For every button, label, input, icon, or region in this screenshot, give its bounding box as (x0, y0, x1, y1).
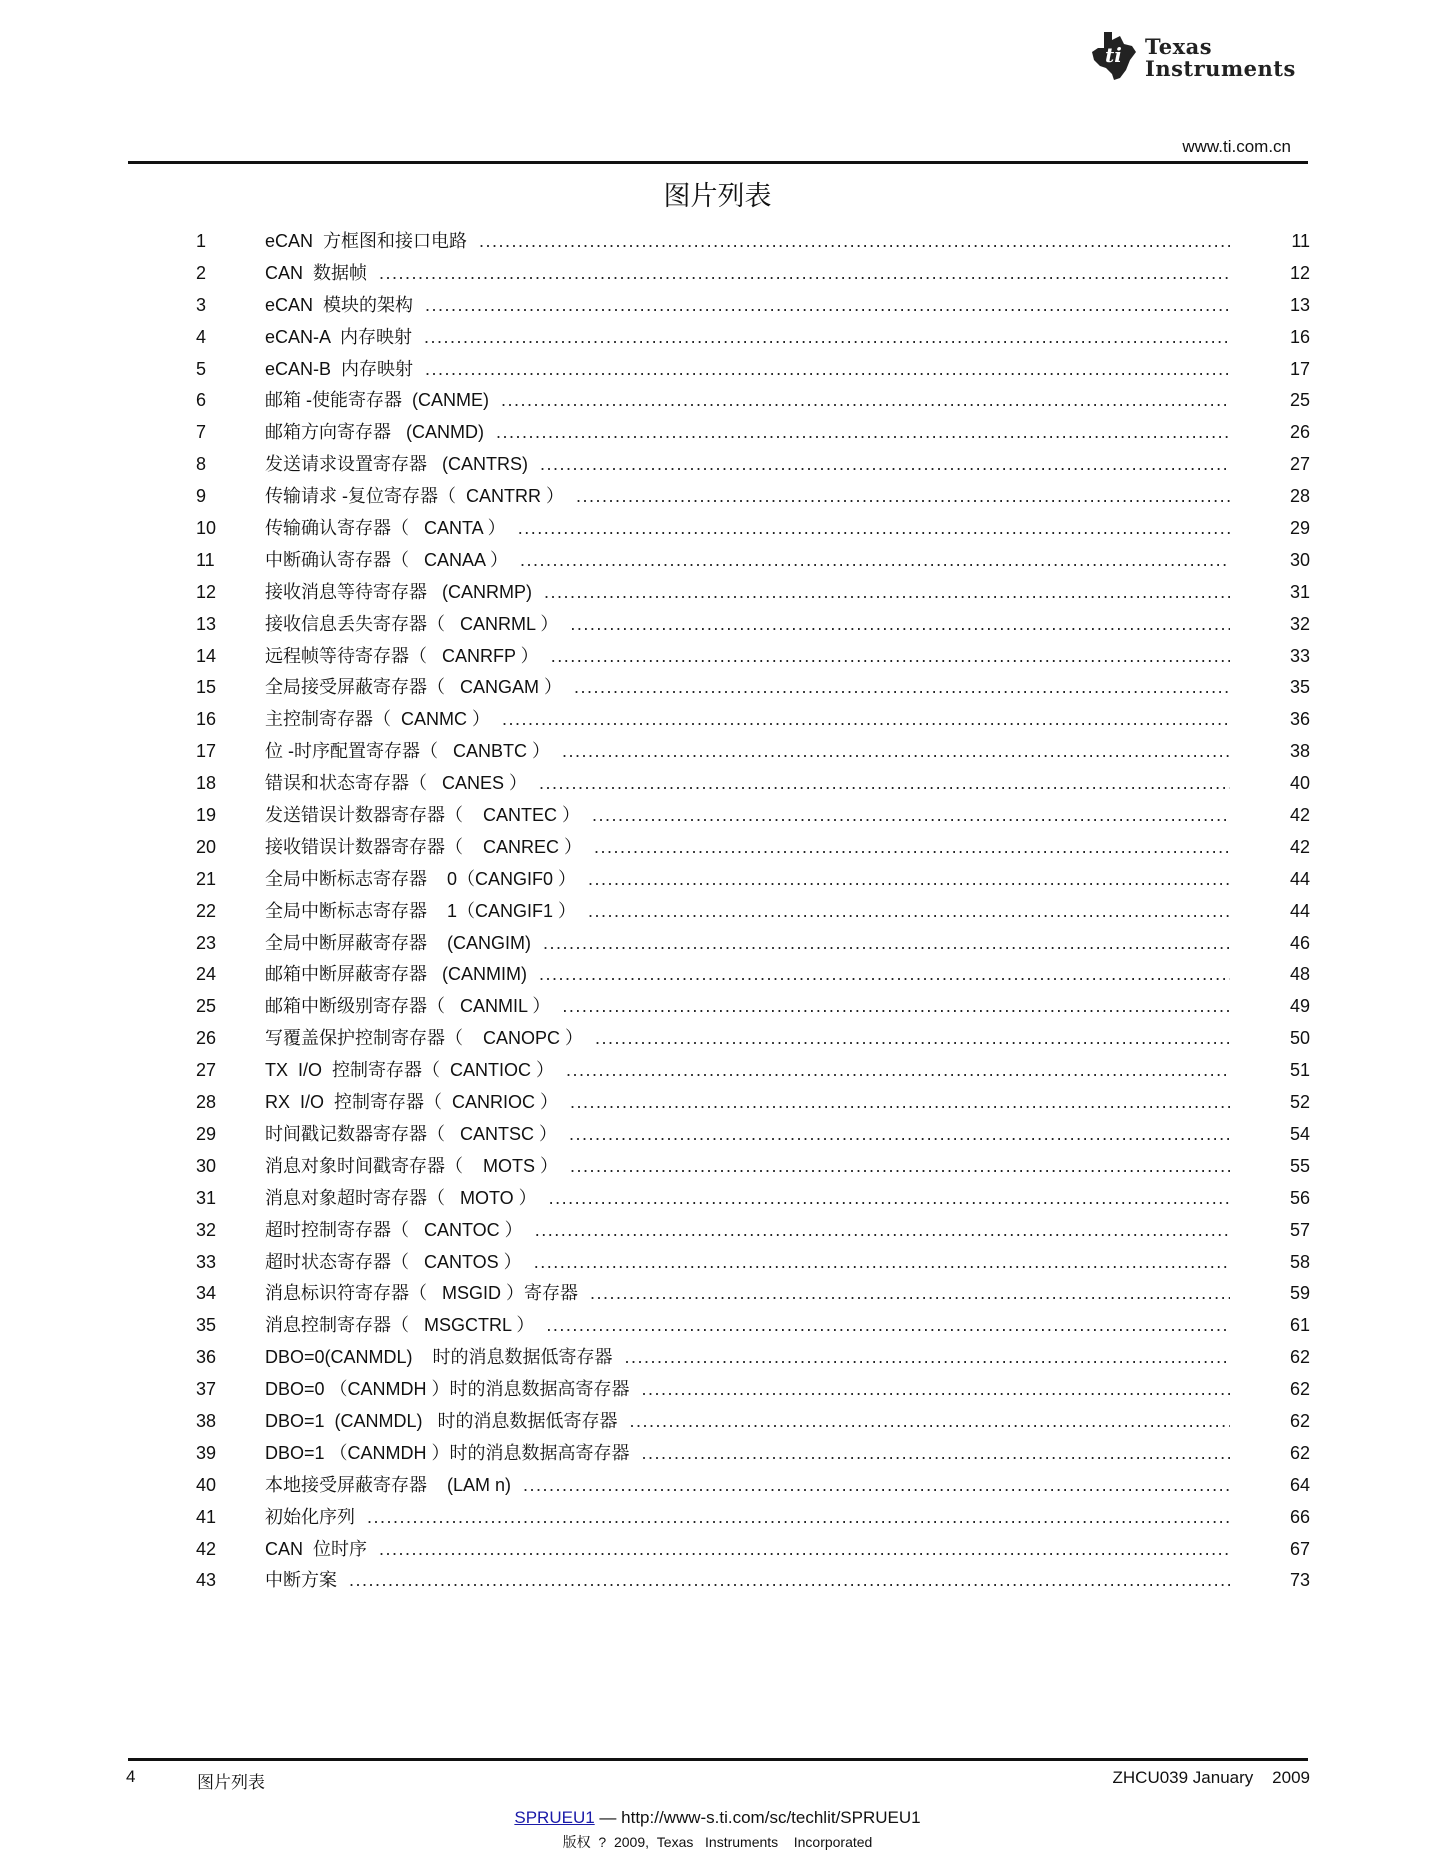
website-url[interactable]: www.ti.com.cn (1182, 137, 1291, 156)
figure-entry (265, 959, 1230, 991)
figure-list-item[interactable] (196, 1055, 1310, 1087)
figure-number: 10 (196, 518, 217, 539)
figure-page-number[interactable]: 66 (1289, 1506, 1310, 1527)
dot-leader (543, 928, 1230, 960)
figure-entry (265, 800, 1230, 832)
dot-leader (592, 800, 1230, 832)
figure-title[interactable]: 邮箱中断屏蔽寄存器 (CANMIM) (265, 964, 527, 985)
figure-entry (265, 928, 1230, 960)
figure-entry (265, 1183, 1230, 1215)
dot-leader (570, 1087, 1230, 1119)
dot-leader (501, 385, 1230, 417)
figure-number: 2 (196, 262, 207, 283)
figure-list-item[interactable] (196, 354, 1310, 386)
figure-title[interactable]: 消息标识符寄存器（ MSGID ）寄存器 (265, 1283, 579, 1304)
figure-number: 8 (196, 454, 207, 475)
dot-leader (544, 577, 1230, 609)
figure-page-number[interactable]: 56 (1289, 1187, 1310, 1208)
figure-number: 7 (196, 422, 207, 443)
figure-number: 37 (196, 1379, 217, 1400)
footer-section-title: 图片列表 (197, 1773, 265, 1792)
figure-page-number[interactable]: 62 (1289, 1379, 1310, 1400)
logo-wordmark (1145, 36, 1296, 80)
dot-leader (496, 417, 1230, 449)
figure-page-number[interactable]: 55 (1289, 1155, 1310, 1176)
figure-entry (265, 1438, 1230, 1470)
figure-title[interactable]: DBO=1 （CANMDH ）时的消息数据高寄存器 (265, 1442, 630, 1463)
figure-page-number[interactable]: 67 (1289, 1538, 1310, 1559)
dot-leader (562, 991, 1230, 1023)
figure-number: 35 (196, 1315, 217, 1336)
dot-leader (349, 1565, 1230, 1597)
figure-number: 18 (196, 773, 217, 794)
figure-number: 31 (196, 1187, 217, 1208)
dot-leader (379, 1534, 1230, 1566)
figure-number: 24 (196, 964, 217, 985)
figure-list-item[interactable] (196, 672, 1310, 704)
figure-title[interactable]: eCAN 模块的架构 (265, 294, 414, 315)
figure-page-number[interactable]: 40 (1289, 773, 1310, 794)
figure-list-item[interactable] (196, 481, 1310, 513)
figure-entry (265, 385, 1230, 417)
figure-title[interactable]: 接收错误计数器寄存器（ CANREC ） (265, 836, 583, 857)
figure-number: 9 (196, 486, 207, 507)
figure-title[interactable]: 中断确认寄存器（ CANAA ） (265, 549, 509, 570)
figure-entry (265, 704, 1230, 736)
figure-title[interactable]: DBO=0 （CANMDH ）时的消息数据高寄存器 (265, 1379, 630, 1400)
figure-entry (265, 896, 1230, 928)
figure-number: 17 (196, 741, 217, 762)
figure-page-number[interactable]: 62 (1289, 1347, 1310, 1368)
dot-leader (595, 1023, 1230, 1055)
figure-entry (265, 449, 1230, 481)
bottom-divider (128, 1758, 1308, 1761)
figure-page-number[interactable]: 48 (1289, 964, 1310, 985)
figure-number: 32 (196, 1219, 217, 1240)
dot-leader (540, 449, 1230, 481)
figure-list-item[interactable] (196, 864, 1310, 896)
figure-number: 15 (196, 677, 217, 698)
figure-title[interactable]: 全局接受屏蔽寄存器（ CANGAM ） (265, 677, 563, 698)
figure-title[interactable]: eCAN-A 内存映射 (265, 326, 413, 347)
dot-leader (479, 226, 1230, 258)
figure-page-number[interactable]: 44 (1289, 868, 1310, 889)
dot-leader (539, 768, 1230, 800)
dot-leader (379, 258, 1230, 290)
figure-list-item[interactable] (196, 258, 1310, 290)
page-title: 图片列表 (663, 181, 772, 211)
figure-page-number[interactable]: 12 (1289, 262, 1310, 283)
figure-list-item[interactable] (196, 991, 1310, 1023)
dot-leader (424, 322, 1230, 354)
figure-entry (265, 1151, 1230, 1183)
figure-title[interactable]: 超时控制寄存器（ CANTOC ） (265, 1219, 523, 1240)
figure-title[interactable]: 错误和状态寄存器（ CANES ） (265, 773, 528, 794)
figure-entry (265, 577, 1230, 609)
figure-entry (265, 672, 1230, 704)
figure-list-item[interactable] (196, 896, 1310, 928)
dot-leader (535, 1215, 1230, 1247)
figure-page-number[interactable]: 17 (1289, 358, 1310, 379)
figure-entry (265, 1565, 1230, 1597)
figure-page-number[interactable]: 38 (1289, 741, 1310, 762)
logo-line-1: Texas (1145, 34, 1213, 59)
dot-leader (569, 1119, 1230, 1151)
figure-title[interactable]: 发送请求设置寄存器 (CANTRS) (265, 454, 528, 475)
figure-title[interactable]: 邮箱方向寄存器 (CANMD) (265, 422, 484, 443)
figure-entry (265, 1023, 1230, 1055)
figure-title[interactable]: 接收信息丢失寄存器（ CANRML ） (265, 613, 559, 634)
figure-title[interactable]: DBO=0(CANMDL) 时的消息数据低寄存器 (265, 1347, 613, 1368)
doc-link[interactable]: SPRUEU1 (514, 1808, 595, 1827)
figure-number: 36 (196, 1347, 217, 1368)
figure-list-item[interactable] (196, 385, 1310, 417)
figure-title[interactable]: 写覆盖保护控制寄存器（ CANOPC ） (265, 1028, 584, 1049)
figure-page-number[interactable]: 64 (1289, 1474, 1310, 1495)
figure-title[interactable]: RX I/O 控制寄存器（ CANRIOC ） (265, 1092, 559, 1113)
figure-title[interactable]: 邮箱中断级别寄存器（ CANMIL ） (265, 996, 551, 1017)
copyright-notice: 版权 ? 2009, Texas Instruments Incorporated (562, 1834, 873, 1850)
figure-list-item[interactable] (196, 832, 1310, 864)
figure-list-item[interactable] (196, 1278, 1310, 1310)
figure-page-number[interactable]: 50 (1289, 1028, 1310, 1049)
figure-page-number[interactable]: 62 (1289, 1442, 1310, 1463)
ti-logo (1090, 30, 1310, 90)
figure-page-number[interactable]: 57 (1289, 1219, 1310, 1240)
figure-number: 29 (196, 1123, 217, 1144)
figure-number: 27 (196, 1060, 217, 1081)
figure-page-number[interactable]: 25 (1289, 390, 1310, 411)
figure-list-item[interactable] (196, 1502, 1310, 1534)
dot-leader (518, 513, 1230, 545)
figure-title[interactable]: 全局中断标志寄存器 0（CANGIF0 ） (265, 868, 577, 889)
figure-number: 25 (196, 996, 217, 1017)
figure-list-item[interactable] (196, 1470, 1310, 1502)
figure-entry (265, 832, 1230, 864)
figure-page-number[interactable]: 59 (1289, 1283, 1310, 1304)
figure-list-item[interactable] (196, 449, 1310, 481)
figure-list-item[interactable] (196, 1565, 1310, 1597)
dot-leader (551, 641, 1230, 673)
figure-page-number[interactable]: 16 (1289, 326, 1310, 347)
dot-leader (642, 1438, 1230, 1470)
figure-list-item[interactable] (196, 1374, 1310, 1406)
dot-leader (520, 545, 1230, 577)
dot-leader (570, 609, 1230, 641)
figure-number: 14 (196, 645, 217, 666)
dot-leader (588, 896, 1230, 928)
figure-page-number[interactable]: 33 (1289, 645, 1310, 666)
figure-page-number[interactable]: 28 (1289, 486, 1310, 507)
figure-entry (265, 1247, 1230, 1279)
figure-title[interactable]: 远程帧等待寄存器（ CANRFP ） (265, 645, 539, 666)
figure-page-number[interactable]: 42 (1289, 805, 1310, 826)
dot-leader (570, 1151, 1230, 1183)
figure-number: 41 (196, 1506, 217, 1527)
dot-leader (534, 1247, 1230, 1279)
figure-page-number[interactable]: 49 (1289, 996, 1310, 1017)
figure-title[interactable]: 传输确认寄存器（ CANTA ） (265, 518, 506, 539)
figure-number: 40 (196, 1474, 217, 1495)
figure-page-number[interactable]: 11 (1291, 231, 1310, 251)
figure-number: 26 (196, 1028, 217, 1049)
figure-list-item[interactable] (196, 1247, 1310, 1279)
figure-page-number[interactable]: 26 (1289, 422, 1310, 443)
figure-title[interactable]: 传输请求 -复位寄存器（ CANTRR ） (265, 486, 564, 507)
figure-number: 13 (196, 613, 217, 634)
figure-entry (265, 1502, 1230, 1534)
footer-link-line (0, 1808, 1435, 1828)
figure-list-item[interactable] (196, 959, 1310, 991)
figure-page-number[interactable]: 27 (1289, 454, 1310, 475)
figure-title[interactable]: eCAN 方框图和接口电路 (265, 231, 468, 251)
figure-entry (265, 1342, 1230, 1374)
figure-title[interactable]: 全局中断标志寄存器 1（CANGIF1 ） (265, 900, 577, 921)
figure-list-item[interactable] (196, 513, 1310, 545)
figure-entry (265, 1470, 1230, 1502)
top-divider (128, 161, 1308, 164)
figure-number: 23 (196, 932, 217, 953)
figure-number: 42 (196, 1538, 217, 1559)
figure-entry (265, 609, 1230, 641)
figure-title[interactable]: TX I/O 控制寄存器（ CANTIOC ） (265, 1060, 555, 1081)
figure-list-item[interactable] (196, 1342, 1310, 1374)
figure-title[interactable]: 邮箱 -使能寄存器 (CANME) (265, 390, 489, 411)
figure-entry (265, 545, 1230, 577)
logo-line-2: Instruments (1145, 56, 1296, 81)
figure-page-number[interactable]: 73 (1289, 1570, 1310, 1591)
dot-leader (539, 959, 1230, 991)
dot-leader (590, 1278, 1230, 1310)
figure-entry (265, 1534, 1230, 1566)
figure-entry (265, 354, 1230, 386)
figure-page-number[interactable]: 46 (1289, 932, 1310, 953)
figure-title[interactable]: CAN 位时序 (265, 1538, 368, 1559)
figure-entry (265, 864, 1230, 896)
figure-list-item[interactable] (196, 417, 1310, 449)
dot-leader (425, 354, 1230, 386)
figure-page-number[interactable]: 30 (1289, 549, 1310, 570)
footer-page-number: 4 (126, 1767, 136, 1786)
figure-title[interactable]: 本地接受屏蔽寄存器 (LAM n) (265, 1474, 512, 1495)
svg-text:ti: ti (1105, 43, 1122, 67)
figure-title[interactable]: 消息对象超时寄存器（ MOTO ） (265, 1187, 537, 1208)
figure-entry (265, 1310, 1230, 1342)
figure-list-item[interactable] (196, 1534, 1310, 1566)
figure-list-item[interactable] (196, 1438, 1310, 1470)
link-separator: — (594, 1808, 622, 1827)
figure-title[interactable]: 初始化序列 (265, 1506, 355, 1527)
figure-page-number[interactable]: 29 (1289, 518, 1310, 539)
footer-doc-info: ZHCU039 January 2009 (1112, 1768, 1310, 1787)
figure-entry (265, 641, 1230, 673)
dot-leader (594, 832, 1230, 864)
texas-state-icon (1090, 30, 1140, 82)
figure-number: 30 (196, 1155, 217, 1176)
figure-list-item[interactable] (196, 1310, 1310, 1342)
figure-entry (265, 768, 1230, 800)
figure-entry (265, 1215, 1230, 1247)
figure-list-item[interactable] (196, 290, 1310, 322)
dot-leader (625, 1342, 1230, 1374)
figure-entry (265, 1374, 1230, 1406)
figure-list-item[interactable] (196, 800, 1310, 832)
figure-number: 5 (196, 358, 207, 379)
figure-entry (265, 417, 1230, 449)
figure-page-number[interactable]: 31 (1289, 581, 1310, 602)
figure-number: 33 (196, 1251, 217, 1272)
figure-entry (265, 226, 1230, 258)
figure-title[interactable]: 消息控制寄存器（ MSGCTRL ） (265, 1315, 535, 1336)
figure-title[interactable]: 接收消息等待寄存器 (CANRMP) (265, 581, 532, 602)
dot-leader (523, 1470, 1230, 1502)
figure-title[interactable]: 位 -时序配置寄存器（ CANBTC ） (265, 741, 551, 762)
figure-list-item[interactable] (196, 736, 1310, 768)
figure-list-item[interactable] (196, 1087, 1310, 1119)
figure-entry (265, 1119, 1230, 1151)
figure-title[interactable]: DBO=1 (CANMDL) 时的消息数据低寄存器 (265, 1410, 618, 1431)
figure-number: 16 (196, 709, 217, 730)
figure-number: 39 (196, 1442, 217, 1463)
dot-leader (576, 481, 1230, 513)
figure-page-number[interactable]: 51 (1289, 1060, 1310, 1081)
figure-list-item[interactable] (196, 1023, 1310, 1055)
figure-number: 22 (196, 900, 217, 921)
figure-list-item[interactable] (196, 704, 1310, 736)
figure-list-item[interactable] (196, 1215, 1310, 1247)
dot-leader (367, 1502, 1230, 1534)
figure-number: 11 (196, 549, 215, 570)
dot-leader (566, 1055, 1230, 1087)
figure-page-number[interactable]: 36 (1289, 709, 1310, 730)
figure-number: 12 (196, 581, 217, 602)
figure-page-number[interactable]: 54 (1289, 1123, 1310, 1144)
figure-page-number[interactable]: 44 (1289, 900, 1310, 921)
figure-page-number[interactable]: 13 (1289, 294, 1310, 315)
figure-entry (265, 258, 1230, 290)
figure-list-item[interactable] (196, 226, 1310, 258)
figure-page-number[interactable]: 32 (1289, 613, 1310, 634)
figure-list-item[interactable] (196, 545, 1310, 577)
dot-leader (642, 1374, 1230, 1406)
figure-number: 6 (196, 390, 207, 411)
figure-entry (265, 322, 1230, 354)
figure-number: 34 (196, 1283, 217, 1304)
figure-number: 3 (196, 294, 207, 315)
figure-number: 28 (196, 1092, 217, 1113)
dot-leader (546, 1310, 1230, 1342)
figure-number: 19 (196, 805, 217, 826)
dot-leader (425, 290, 1230, 322)
dot-leader (502, 704, 1230, 736)
figure-page-number[interactable]: 42 (1289, 836, 1310, 857)
figure-entry (265, 991, 1230, 1023)
figure-list (196, 226, 1310, 1597)
figure-number: 21 (196, 868, 217, 889)
figure-entry (265, 736, 1230, 768)
figure-page-number[interactable]: 52 (1289, 1092, 1310, 1113)
figure-list-item[interactable] (196, 768, 1310, 800)
dot-leader (588, 864, 1230, 896)
figure-entry (265, 513, 1230, 545)
figure-number: 20 (196, 836, 217, 857)
figure-list-item[interactable] (196, 577, 1310, 609)
dot-leader (562, 736, 1230, 768)
figure-title[interactable]: eCAN-B 内存映射 (265, 358, 414, 379)
figure-list-item[interactable] (196, 641, 1310, 673)
figure-title[interactable]: 全局中断屏蔽寄存器 (CANGIM) (265, 932, 531, 953)
figure-entry (265, 481, 1230, 513)
figure-list-item[interactable] (196, 1183, 1310, 1215)
figure-list-item[interactable] (196, 322, 1310, 354)
figure-number: 4 (196, 326, 207, 347)
figure-entry (265, 1055, 1230, 1087)
dot-leader (574, 672, 1230, 704)
figure-title[interactable]: 时间戳记数器寄存器（ CANTSC ） (265, 1123, 558, 1144)
doc-url[interactable]: http://www-s.ti.com/sc/techlit/SPRUEU1 (621, 1808, 921, 1827)
dot-leader (630, 1406, 1230, 1438)
figure-list-item[interactable] (196, 1119, 1310, 1151)
figure-title[interactable]: 超时状态寄存器（ CANTOS ） (265, 1251, 522, 1272)
figure-number: 43 (196, 1570, 217, 1591)
figure-entry (265, 290, 1230, 322)
figure-page-number[interactable]: 62 (1289, 1410, 1310, 1431)
figure-title[interactable]: 中断方案 (265, 1570, 337, 1591)
figure-entry (265, 1087, 1230, 1119)
figure-title[interactable]: CAN 数据帧 (265, 262, 368, 283)
dot-leader (549, 1183, 1230, 1215)
figure-number: 38 (196, 1410, 217, 1431)
figure-entry (265, 1278, 1230, 1310)
figure-page-number[interactable]: 61 (1289, 1315, 1310, 1336)
figure-number: 1 (196, 231, 207, 251)
figure-list-item[interactable] (196, 928, 1310, 960)
figure-page-number[interactable]: 58 (1289, 1251, 1310, 1272)
figure-title[interactable]: 主控制寄存器（ CANMC ） (265, 709, 490, 730)
figure-title[interactable]: 消息对象时间戳寄存器（ MOTS ） (265, 1155, 558, 1176)
figure-list-item[interactable] (196, 1406, 1310, 1438)
figure-page-number[interactable]: 35 (1289, 677, 1310, 698)
figure-entry (265, 1406, 1230, 1438)
figure-list-item[interactable] (196, 609, 1310, 641)
figure-title[interactable]: 发送错误计数器寄存器（ CANTEC ） (265, 805, 581, 826)
figure-list-item[interactable] (196, 1151, 1310, 1183)
